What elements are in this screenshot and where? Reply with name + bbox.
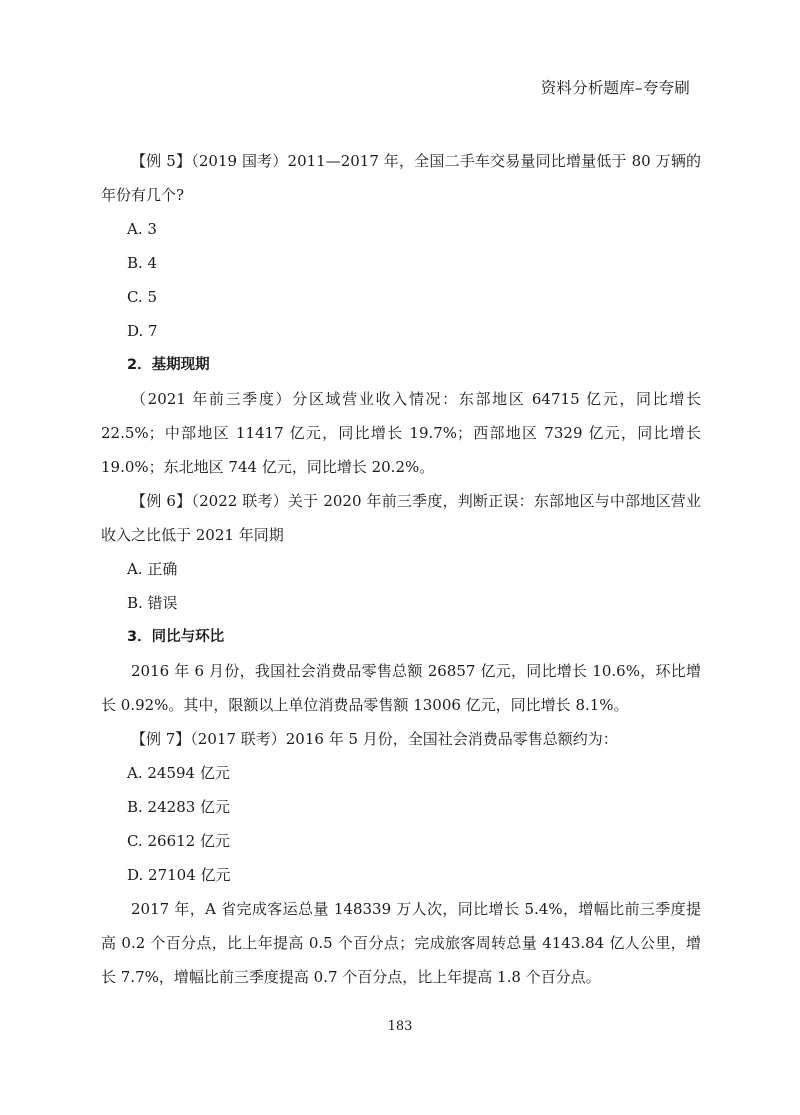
section-3-material: 2016 年 6 月份，我国社会消费品零售总额 26857 亿元，同比增长 10.6%，环比增长 0.92%。其中，限额以上单位消费品零售额 13006 亿元，同比增长 8.1%。: [101, 662, 701, 714]
example-7-option-c: C. 26612 亿元: [127, 832, 230, 850]
section-3-heading: 3．同比与环比: [127, 629, 225, 645]
section-2-material: （2021 年前三季度）分区域营业收入情况：东部地区 64715 亿元，同比增长 22.5%；中部地区 11417 亿元，同比增长 19.7%；西部地区 7329 亿元，同比增长 19.0%；东北地区 744 亿元，同比增长 20.2%。: [101, 390, 701, 476]
example-7-option-b: B. 24283 亿元: [127, 798, 231, 816]
page-number: 183: [387, 1019, 413, 1034]
section-2-heading: 2．基期现期: [127, 357, 210, 373]
material-4-text: 2017 年，A 省完成客运总量 148339 万人次，同比增长 5.4%，增幅比前三季度提高 0.2 个百分点，比上年提高 0.5 个百分点；完成旅客周转总量 4143.84 亿人公里，增长 7.7%，增幅比前三季度提高 0.7 个百分点，比上年提高 1.8 个百分点。: [101, 900, 701, 986]
example-5-option-b: B. 4: [127, 254, 158, 272]
example-7-option-a: A. 24594 亿元: [127, 764, 230, 782]
example-5-option-d: D. 7: [127, 322, 158, 340]
page-header-title: 资料分析题库–夸夸刷: [540, 79, 690, 97]
example-7-stem: 【例 7】（2017 联考）2016 年 5 月份，全国社会消费品零售总额约为：: [131, 730, 618, 748]
example-5-stem: 【例 5】（2019 国考）2011—2017 年，全国二手车交易量同比增量低于 80 万辆的年份有几个?: [101, 152, 701, 204]
example-6-option-b: B. 错误: [127, 594, 178, 612]
page-content: [101, 144, 701, 994]
example-6-option-a: A. 正确: [127, 560, 178, 578]
example-6-stem: 【例 6】（2022 联考）关于 2020 年前三季度，判断正误：东部地区与中部地区营业收入之比低于 2021 年同期: [101, 492, 701, 544]
example-7-option-d: D. 27104 亿元: [127, 866, 231, 884]
example-5-option-a: A. 3: [127, 220, 157, 238]
example-5-option-c: C. 5: [127, 288, 158, 306]
